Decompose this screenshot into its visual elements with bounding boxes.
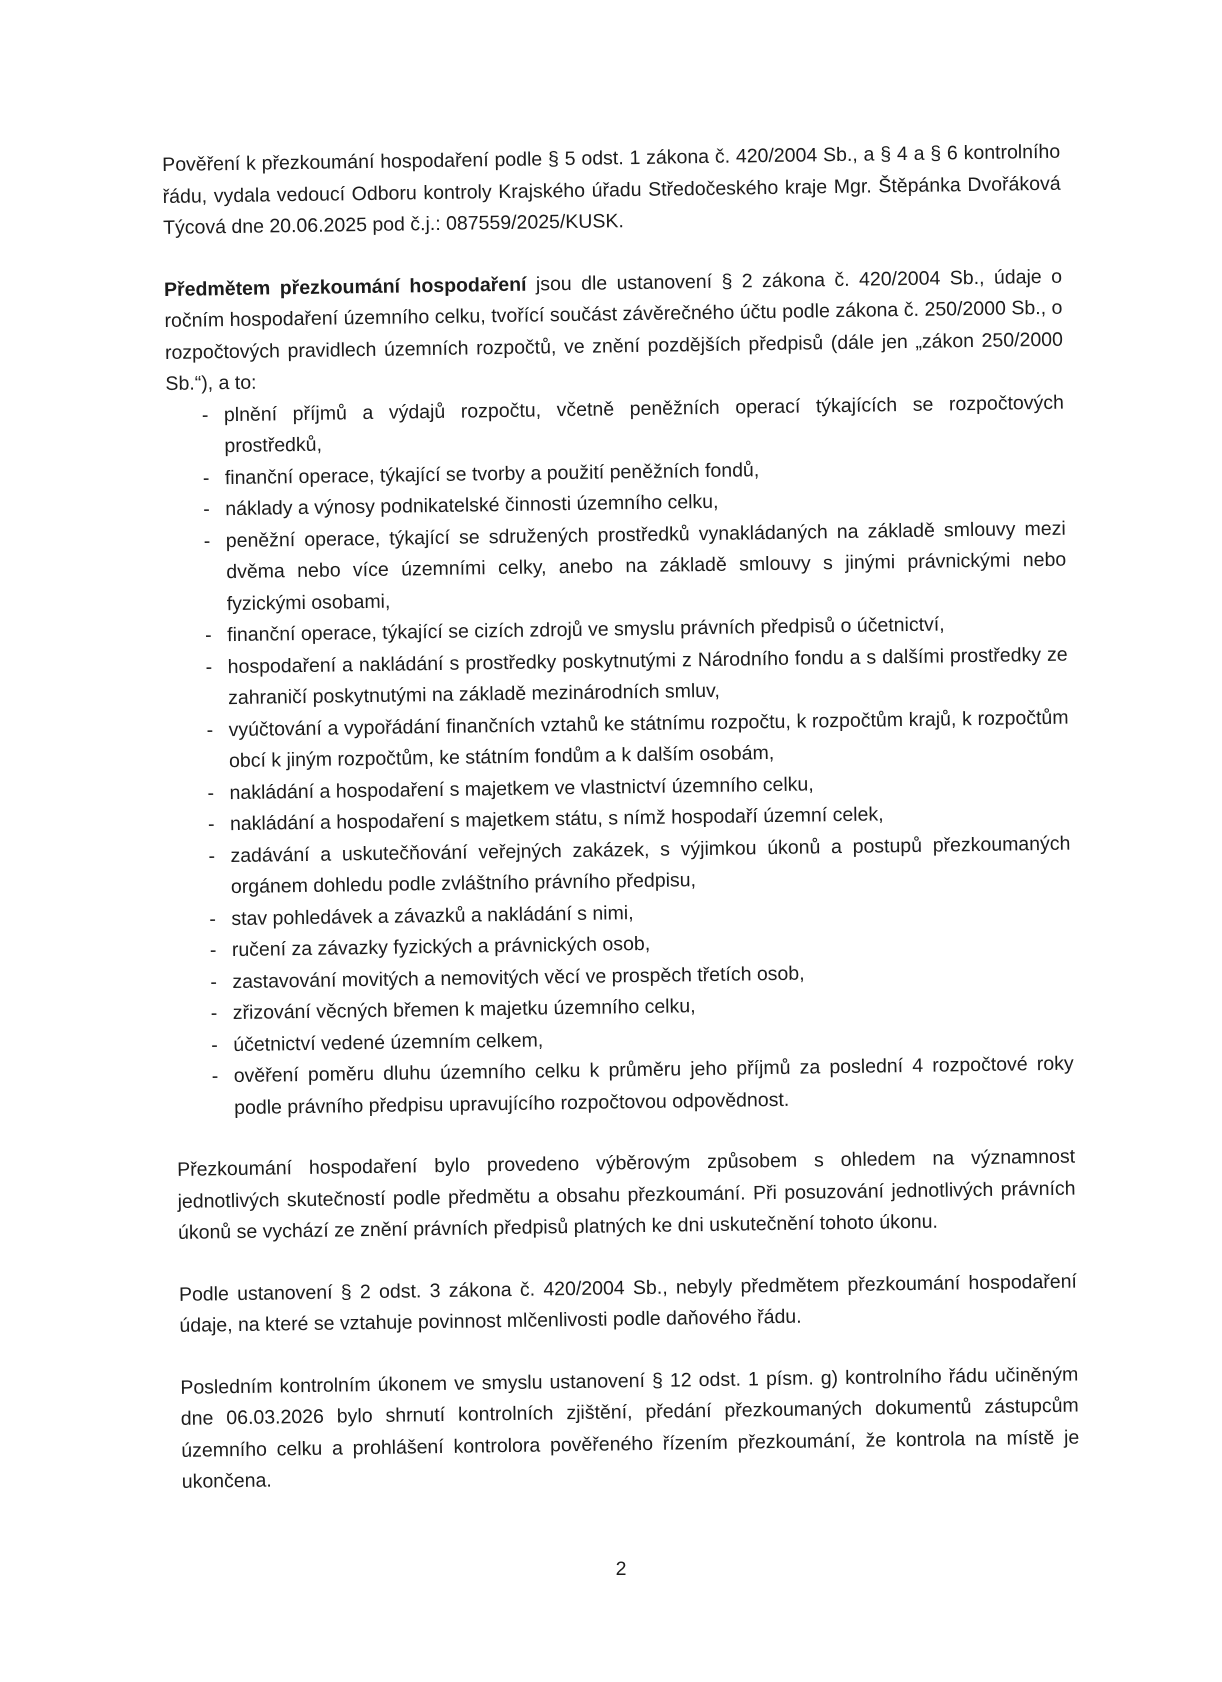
list-dash: -: [211, 1033, 218, 1056]
list-item-text: nakládání a hospodaření s majetkem ve vlastnictví územního celku,: [229, 772, 814, 804]
paragraph-authorization: Pověření k přezkoumání hospodaření podle § 5 odst. 1 zákona č. 420/2004 Sb., a § 4 a § 6 kontrolního řádu, vydala vedoucí Odboru kontroly Krajského úřadu Středočeského kraje Mgr. Štěpánka Dvořáková Týcová dne 20.06.2025 pod č.j.: 087559/2025/KUSK.: [162, 140, 1061, 239]
subject-text: jsou dle ustanovení § 2 zákona č. 420/2004 Sb., údaje o ročním hospodaření územního celku, tvořící součást závěrečného účtu podle zákona č. 250/2000 Sb., o rozpočtových pravidlech územních rozpočtů, ve znění pozdějších předpisů (dále jen „zákon 250/2000 Sb.“), a to:: [164, 265, 1064, 395]
subject-list: [166, 387, 1075, 1125]
list-item: [212, 1049, 1075, 1125]
list-dash: -: [207, 813, 215, 836]
page-content: [162, 137, 1080, 1499]
list-item-text: zřizování věcných břemen k majetku územního celku,: [232, 995, 696, 1025]
paragraph-method: Přezkoumání hospodaření bylo provedeno výběrovým způsobem s ohledem na významnost jednotlivých skutečností podle předmětu a obsahu přezkoumání. Při posuzování jednotlivých právních úkonů se vychází ze znění právních předpisů platných ke dni uskutečnění tohoto úkonu.: [176, 1145, 1076, 1244]
list-item-text: finanční operace, týkající se tvorby a použití peněžních fondů,: [224, 458, 760, 489]
list-item-text: finanční operace, týkající se cizích zdrojů ve smyslu právních předpisů o účetnictví,: [227, 613, 945, 647]
list-dash: -: [209, 939, 217, 962]
list-dash: -: [211, 1065, 219, 1088]
subject-bold-lead: Předmětem přezkoumání hospodaření: [163, 273, 527, 301]
list-dash: -: [203, 529, 211, 552]
list-item-text: účetnictví vedené územním celkem,: [233, 1028, 544, 1056]
list-item: [204, 513, 1067, 620]
paragraph-subject: [164, 261, 1064, 400]
list-item-text: vyúčtování a vypořádání finančních vztahů ke státnímu rozpočtu, k rozpočtům krajů, k rozpočtům obcí k jiným rozpočtům, ke státním fondům a k dalším osobám,: [228, 706, 1069, 773]
list-item-text: hospodaření a nakládání s prostředky poskytnutými z Národního fondu a s dalšími prostředky ze zahraničí poskytnutými na základě mezinárodních smluv,: [227, 643, 1068, 710]
list-dash: -: [203, 498, 210, 521]
list-item-text: ověření poměru dluhu územního celku k průměru jeho příjmů za poslední 4 rozpočtové roky podle právního předpisu upravujícího rozpočtovou odpovědnost.: [233, 1052, 1074, 1119]
list-dash: -: [210, 970, 218, 993]
list-item-text: zastavování movitých a nemovitých věcí ve prospěch třetích osob,: [232, 962, 805, 993]
list-item-text: plnění příjmů a výdajů rozpočtu, včetně peněžních operací týkajících se rozpočtových prostředků,: [223, 391, 1065, 458]
list-dash: -: [209, 907, 217, 930]
list-dash: -: [205, 624, 212, 647]
list-dash: -: [205, 655, 213, 678]
list-item-text: stav pohledávek a závazků a nakládání s nimi,: [231, 901, 634, 930]
list-dash: -: [206, 718, 214, 741]
list-item-text: peněžní operace, týkající se sdružených prostředků vynakládaných na základě smlouvy mezi dvěma nebo více územními celky, anebo na základě smlouvy s jinými právnickými nebo fyzickými osobami,: [225, 517, 1067, 615]
list-item-text: náklady a výnosy podnikatelské činnosti územního celku,: [225, 490, 719, 521]
list-dash: -: [208, 844, 216, 867]
page-number: 2: [615, 1558, 627, 1580]
paragraph-last-act: Posledním kontrolním úkonem ve smyslu ustanovení § 12 odst. 1 písm. g) kontrolního řádu učiněným dne 06.03.2026 bylo shrnutí kontrolních zjištění, předání přezkoumaných dokumentů zástupcům územního celku a prohlášení kontrolora pověřeného řízením přezkoumání, že kontrola na místě je ukončena.: [180, 1363, 1080, 1493]
list-item-text: zadávání a uskutečňování veřejných zakázek, s výjimkou úkonů a postupů přezkoumaných orgánem dohledu podle zvláštního právního předpisu,: [230, 832, 1071, 899]
list-item-text: nakládání a hospodaření s majetkem státu, s nímž hospodaří územní celek,: [229, 803, 884, 836]
list-dash: -: [207, 781, 215, 804]
list-item-text: ručení za závazky fyzických a právnických osob,: [231, 932, 651, 962]
list-dash: -: [201, 403, 209, 426]
list-dash: -: [210, 1002, 218, 1025]
list-dash: -: [202, 466, 210, 489]
paragraph-exclusion: Podle ustanovení § 2 odst. 3 zákona č. 420/2004 Sb., nebyly předmětem přezkoumání hospodaření údaje, na které se vztahuje povinnost mlčenlivosti podle daňového řádu.: [178, 1270, 1078, 1337]
